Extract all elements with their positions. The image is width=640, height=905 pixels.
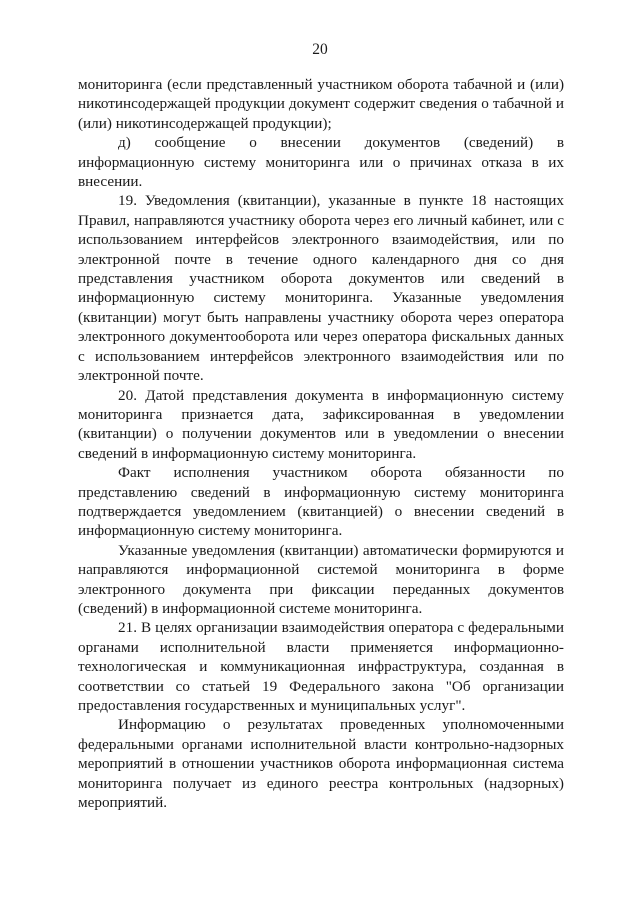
paragraph-notifications: Указанные уведомления (квитанции) автоматически формируются и направляются информационной системой мониторинга в форме электронного документа при фиксации переданных документов (сведений) в информационной системе мониторинга. xyxy=(78,541,564,617)
paragraph-fact: Факт исполнения участником оборота обязанности по представлению сведений в информационную систему мониторинга подтверждается уведомлением (квитанцией) о внесении сведений в информационную систему мониторинга. xyxy=(78,464,564,540)
paragraph-20: 20. Датой представления документа в информационную систему мониторинга признается дата, зафиксированная в уведомлении (квитанции) о получении документов или в уведомлении о внесении сведений в информационную систему мониторинга. xyxy=(78,386,564,462)
paragraph-19: 19. Уведомления (квитанции), указанные в пункте 18 настоящих Правил, направляются участнику оборота через его личный кабинет, или с использованием интерфейсов электронного взаимодействия, или по электронной почте в течение одного календарного дня со дня представления участником оборота документов или сведений в информационную систему мониторинга. Указанные уведомления (квитанции) могут быть направлены участнику оборота через оператора электронного документооборота или через оператора фискальных данных с использованием интерфейсов электронного взаимодействия или по электронной почте. xyxy=(78,192,564,385)
paragraph-information: Информацию о результатах проведенных уполномоченными федеральными органами исполнительной власти контрольно-надзорных мероприятий в отношении участников оборота информационная система мониторинга получает из единого реестра контрольных (надзорных) мероприятий. xyxy=(78,716,564,812)
page-number: 20 xyxy=(312,41,328,58)
document-body xyxy=(78,75,564,812)
paragraph-item-d: д) сообщение о внесении документов (сведений) в информационную систему мониторинга или о причинах отказа в их внесении. xyxy=(78,134,564,191)
paragraph-continuation: мониторинга (если представленный участником оборота табачной и (или) никотинсодержащей продукции документ содержит сведения о табачной и (или) никотинсодержащей продукции); xyxy=(78,76,564,132)
paragraph-21: 21. В целях организации взаимодействия оператора с федеральными органами исполнительной власти применяется информационно-технологическая и коммуникационная инфраструктура, созданная в соответствии со статьей 19 Федерального закона "Об организации предоставления государственных и муниципальных услуг". xyxy=(78,619,564,714)
